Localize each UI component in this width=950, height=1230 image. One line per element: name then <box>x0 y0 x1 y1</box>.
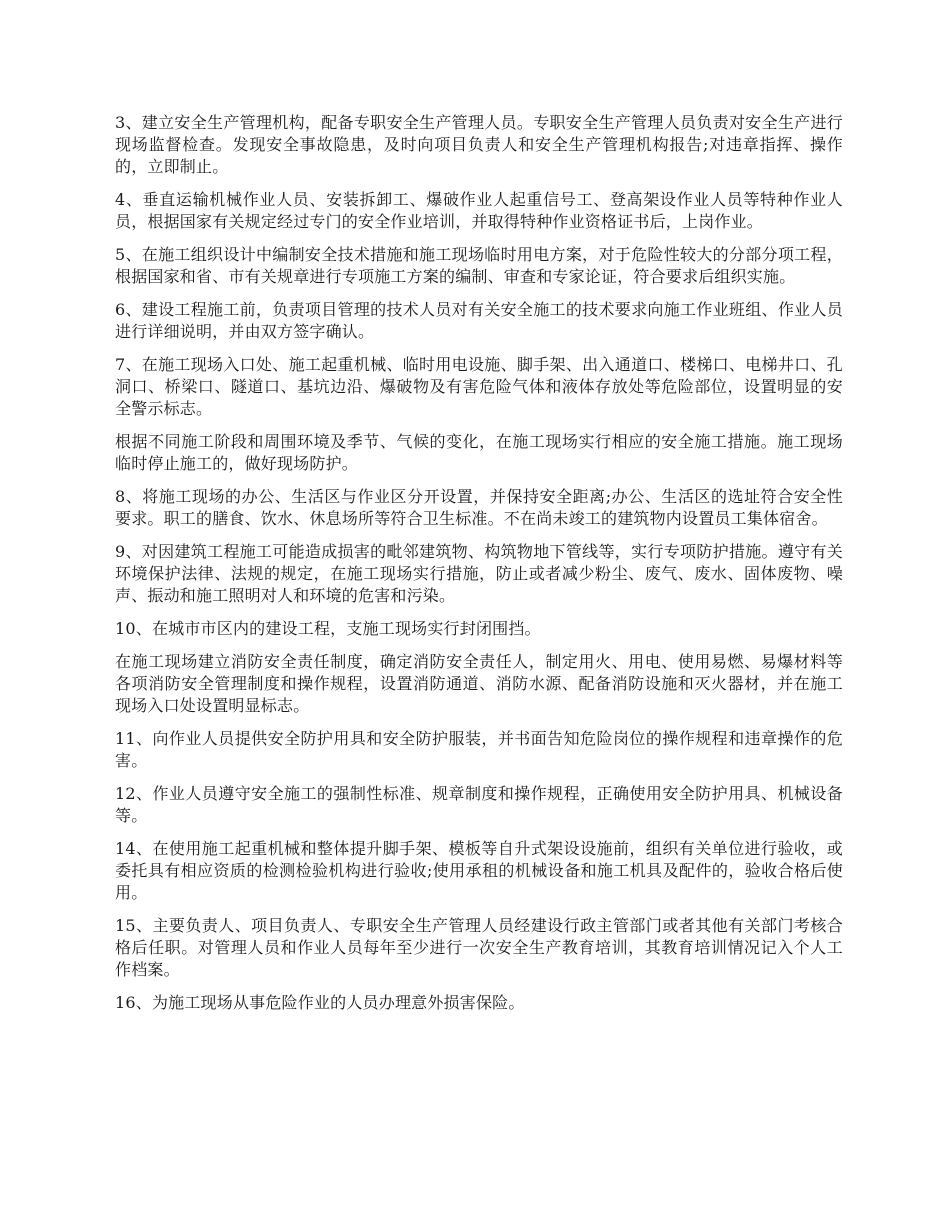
paragraph-item-15: 15、主要负责人、项目负责人、专职安全生产管理人员经建设行政主管部门或者其他有关部门考核合格后任职。对管理人员和作业人员每年至少进行一次安全生产教育培训，其教育培训情况记入个人工作档案。 <box>115 916 843 979</box>
paragraph-item-4: 4、垂直运输机械作业人员、安装拆卸工、爆破作业人起重信号工、登高架设作业人员等特种作业人员，根据国家有关规定经过专门的安全作业培训，并取得特种作业资格证书后，上岗作业。 <box>115 190 843 231</box>
paragraph-item-14: 14、在使用施工起重机械和整体提升脚手架、模板等自升式架设设施前，组织有关单位进行验收，或委托具有相应资质的检测检验机构进行验收;使用承租的机械设备和施工机具及配件的，验收合格后使用。 <box>115 839 843 902</box>
paragraph-item-5: 5、在施工组织设计中编制安全技术措施和施工现场临时用电方案，对于危险性较大的分部分项工程，根据国家和省、市有关规章进行专项施工方案的编制、审查和专家论证，符合要求后组织实施。 <box>115 245 843 286</box>
paragraph-item-12: 12、作业人员遵守安全施工的强制性标准、规章制度和操作规程，正确使用安全防护用具、机械设备等。 <box>115 784 843 825</box>
paragraph-item-11: 11、向作业人员提供安全防护用具和安全防护服装，并书面告知危险岗位的操作规程和违章操作的危害。 <box>115 729 843 770</box>
paragraph-item-16: 16、为施工现场从事危险作业的人员办理意外损害保险。 <box>115 993 525 1012</box>
paragraph-construction-stages: 根据不同施工阶段和周围环境及季节、气候的变化，在施工现场实行相应的安全施工措施。施工现场临时停止施工的，做好现场防护。 <box>115 432 843 473</box>
paragraph-fire-safety: 在施工现场建立消防安全责任制度，确定消防安全责任人，制定用火、用电、使用易燃、易爆材料等各项消防安全管理制度和操作规程，设置消防通道、消防水源、配备消防设施和灭火器材，并在施工现场入口处设置明显标志。 <box>115 652 843 715</box>
paragraph-item-3: 3、建立安全生产管理机构，配备专职安全生产管理人员。专职安全生产管理人员负责对安全生产进行现场监督检查。发现安全事故隐患，及时向项目负责人和安全生产管理机构报告;对违章指挥、操作的，立即制止。 <box>115 113 843 176</box>
paragraph-item-8: 8、将施工现场的办公、生活区与作业区分开设置，并保持安全距离;办公、生活区的选址符合安全性要求。职工的膳食、饮水、休息场所等符合卫生标准。不在尚未竣工的建筑物内设置员工集体宿舍。 <box>115 487 843 528</box>
paragraph-item-9: 9、对因建筑工程施工可能造成损害的毗邻建筑物、构筑物地下管线等，实行专项防护措施。遵守有关环境保护法律、法规的规定，在施工现场实行措施，防止或者减少粉尘、废气、废水、固体废物、噪声、振动和施工照明对人和环境的危害和污染。 <box>115 542 843 605</box>
paragraph-item-10: 10、在城市市区内的建设工程，支施工现场实行封闭围挡。 <box>115 619 541 638</box>
paragraph-item-7: 7、在施工现场入口处、施工起重机械、临时用电设施、脚手架、出入通道口、楼梯口、电梯井口、孔洞口、桥梁口、隧道口、基坑边沿、爆破物及有害危险气体和液体存放处等危险部位，设置明显的安全警示标志。 <box>115 355 843 418</box>
document-body <box>115 112 843 1025</box>
paragraph-item-6: 6、建设工程施工前，负责项目管理的技术人员对有关安全施工的技术要求向施工作业班组、作业人员进行详细说明，并由双方签字确认。 <box>115 300 843 341</box>
